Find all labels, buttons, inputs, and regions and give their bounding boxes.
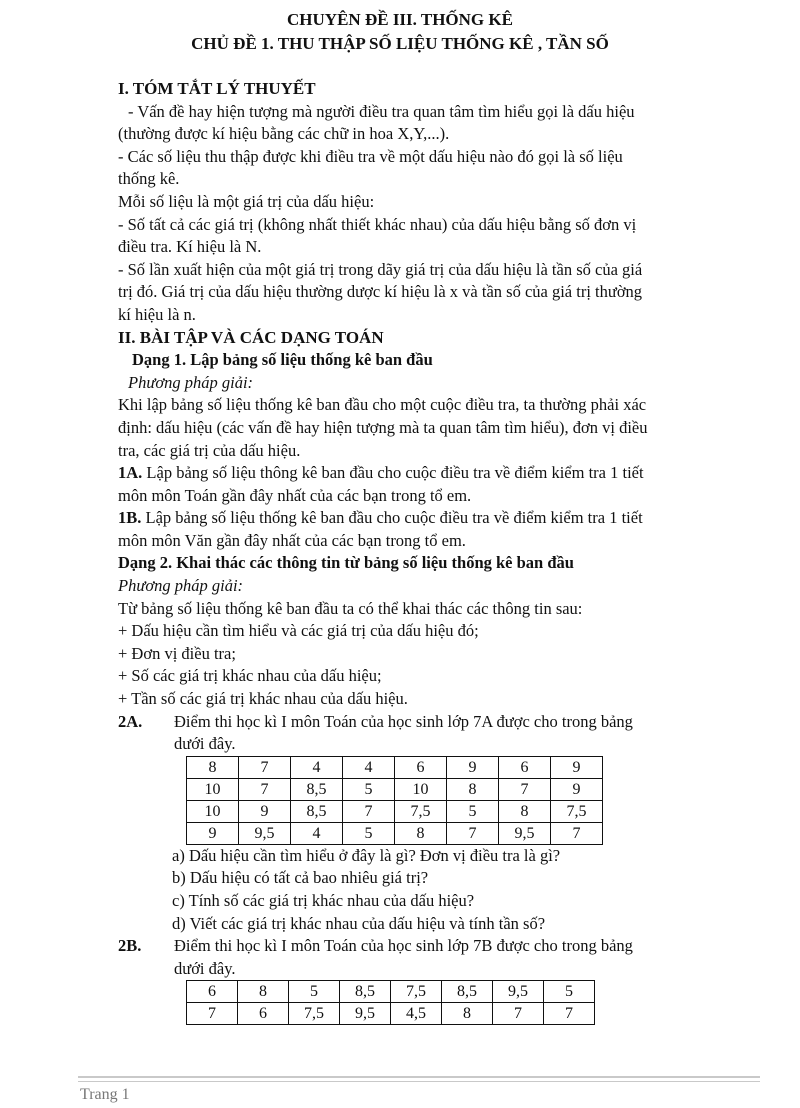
table-row: [187, 822, 603, 844]
exercise-2a: [118, 711, 763, 734]
theory-line: kí hiệu là n.: [118, 304, 196, 324]
section-heading-exercises: II. BÀI TẬP VÀ CÁC DẠNG TOÁN: [118, 327, 384, 347]
exercise-2a-cont: dưới đây.: [174, 734, 236, 754]
table-cell: 7: [239, 778, 291, 800]
table-cell: 7: [544, 1003, 595, 1025]
table-cell: 9,5: [239, 822, 291, 844]
theory-line: Mỗi số liệu là một giá trị của dấu hiệu:: [118, 191, 375, 211]
table-cell: 6: [395, 756, 447, 778]
exercise-1a-cont: môn môn Toán gần đây nhất của các bạn trong tổ em.: [118, 485, 472, 505]
table-cell: 7: [239, 756, 291, 778]
table-cell: 7: [551, 822, 603, 844]
document-body: [118, 78, 763, 1025]
table-cell: 4: [343, 756, 395, 778]
page-number: Trang 1: [80, 1086, 130, 1103]
table-cell: 8,5: [291, 778, 343, 800]
table-cell: 10: [395, 778, 447, 800]
table-cell: 9,5: [340, 1003, 391, 1025]
theory-line: điều tra. Kí hiệu là N.: [118, 237, 262, 257]
question-c: c) Tính số các giá trị khác nhau của dấu hiệu?: [172, 891, 475, 910]
exercise-label: 1A.: [118, 463, 143, 483]
table-cell: 9: [239, 800, 291, 822]
exercise-2b: [118, 935, 763, 958]
exercise-text: Điểm thi học kì I môn Toán của học sinh lớp 7A được cho trong bảng: [174, 711, 633, 731]
table-cell: 8: [447, 778, 499, 800]
table-cell: 7: [187, 1003, 238, 1025]
table-cell: 6: [499, 756, 551, 778]
footer-divider: [78, 1081, 760, 1082]
table-cell: 7: [343, 800, 395, 822]
theory-line: trị đó. Giá trị của dấu hiệu thường dược kí hiệu là x và tần số của giá trị thường: [118, 282, 643, 302]
table-cell: 5: [343, 822, 395, 844]
topic-title: CHỦ ĐỀ 1. THU THẬP SỐ LIỆU THỐNG KÊ , TẦN SỐ: [191, 34, 609, 53]
table-row: [187, 1003, 595, 1025]
chapter-title: CHUYÊN ĐỀ III. THỐNG KÊ: [287, 10, 513, 29]
table-cell: 4: [291, 756, 343, 778]
exercise-1a: [118, 462, 763, 485]
dang2-method: Phương pháp giải:: [118, 576, 244, 596]
table-row: [187, 981, 595, 1003]
table-cell: 9,5: [493, 981, 544, 1003]
table-cell: 7: [499, 778, 551, 800]
table-cell: 8,5: [291, 800, 343, 822]
theory-line: - Các số liệu thu thập được khi điều tra về một dấu hiệu nào đó gọi là số liệu: [118, 146, 623, 166]
table-cell: 7,5: [391, 981, 442, 1003]
table-cell: 8: [499, 800, 551, 822]
table-cell: 9: [187, 822, 239, 844]
exercise-1b-cont: môn môn Văn gần đây nhất của các bạn trong tổ em.: [118, 530, 466, 550]
table-row: [187, 800, 603, 822]
table-cell: 7,5: [289, 1003, 340, 1025]
table-cell: 8: [395, 822, 447, 844]
table-row: [187, 756, 603, 778]
theory-line: - Số tất cả các giá trị (không nhất thiết khác nhau) của dấu hiệu bằng số đơn vị: [118, 214, 637, 234]
dang2-line: + Tần số các giá trị khác nhau của dấu hiệu.: [118, 689, 408, 709]
dang1-title: Dạng 1. Lập bảng số liệu thống kê ban đầu: [132, 350, 433, 370]
exercise-text: Lập bảng số liệu thông kê ban đầu cho cuộc điều tra về điểm kiểm tra 1 tiết: [146, 463, 644, 483]
table-cell: 9: [551, 778, 603, 800]
table-cell: 7: [447, 822, 499, 844]
question-a: a) Dấu hiệu cần tìm hiểu ở đây là gì? Đơn vị điều tra là gì?: [172, 845, 561, 865]
scores-table-7b: [186, 980, 595, 1025]
exercise-1b: [118, 507, 763, 530]
table-cell: 8: [442, 1003, 493, 1025]
dang2-line: + Số các giá trị khác nhau của dấu hiệu;: [118, 666, 382, 686]
exercise-label: 2B.: [118, 936, 142, 956]
theory-line: - Vấn đề hay hiện tượng mà người điều tra quan tâm tìm hiểu gọi là dấu hiệu: [128, 101, 635, 121]
table-cell: 10: [187, 778, 239, 800]
dang1-line: định: dấu hiệu (các vấn đề hay hiện tượng mà ta quan tâm tìm hiểu), đơn vị điều: [118, 417, 648, 437]
table-cell: 8,5: [340, 981, 391, 1003]
table-cell: 4: [291, 822, 343, 844]
table-cell: 5: [289, 981, 340, 1003]
theory-text: [118, 101, 763, 327]
table-cell: 5: [544, 981, 595, 1003]
theory-line: - Số lần xuất hiện của một giá trị trong dãy giá trị của dấu hiệu là tần số của giá: [118, 259, 643, 279]
table-cell: 6: [187, 981, 238, 1003]
table-cell: 7: [493, 1003, 544, 1025]
exercise-text: Điểm thi học kì I môn Toán của học sinh lớp 7B được cho trong bảng: [174, 936, 633, 956]
exercise-text: Lập bảng số liệu thống kê ban đầu cho cuộc điều tra về điểm kiểm tra 1 tiết: [145, 508, 643, 528]
dang1-line: Khi lập bảng số liệu thống kê ban đầu cho một cuộc điều tra, ta thường phải xác: [118, 395, 647, 415]
table-cell: 10: [187, 800, 239, 822]
table-cell: 7,5: [395, 800, 447, 822]
table-cell: 8: [187, 756, 239, 778]
table-row: [187, 778, 603, 800]
scores-table-7a: [186, 756, 603, 845]
question-d: d) Viết các giá trị khác nhau của dấu hiệu và tính tần số?: [172, 913, 546, 933]
table-cell: 4,5: [391, 1003, 442, 1025]
exercise-label: 2A.: [118, 711, 143, 731]
exercise-2b-cont: dưới đây.: [174, 958, 236, 978]
table-cell: 9: [447, 756, 499, 778]
dang1-line: tra, các giá trị của dấu hiệu.: [118, 440, 301, 460]
dang2-line: Từ bảng số liệu thống kê ban đầu ta có thể khai thác các thông tin sau:: [118, 598, 583, 618]
table-cell: 9,5: [499, 822, 551, 844]
question-b: b) Dấu hiệu có tất cả bao nhiêu giá trị?: [172, 868, 429, 888]
theory-line: thống kê.: [118, 169, 180, 189]
section-heading-theory: I. TÓM TẮT LÝ THUYẾT: [118, 79, 316, 98]
dang1-method: Phương pháp giải:: [128, 372, 254, 392]
table-cell: 8,5: [442, 981, 493, 1003]
theory-line: (thường được kí hiệu bằng các chữ in hoa X,Y,...).: [118, 124, 450, 144]
dang2-line: + Đơn vị điều tra;: [118, 643, 236, 663]
exercise-label: 1B.: [118, 508, 142, 528]
table-cell: 8: [238, 981, 289, 1003]
table-cell: 9: [551, 756, 603, 778]
table-cell: 7,5: [551, 800, 603, 822]
footer-divider: [78, 1076, 760, 1078]
table-cell: 6: [238, 1003, 289, 1025]
table-cell: 5: [343, 778, 395, 800]
dang2-line: + Dấu hiệu cần tìm hiểu và các giá trị của dấu hiệu đó;: [118, 621, 479, 641]
dang2-title: Dạng 2. Khai thác các thông tin từ bảng số liệu thống kê ban đầu: [118, 553, 574, 573]
table-cell: 5: [447, 800, 499, 822]
